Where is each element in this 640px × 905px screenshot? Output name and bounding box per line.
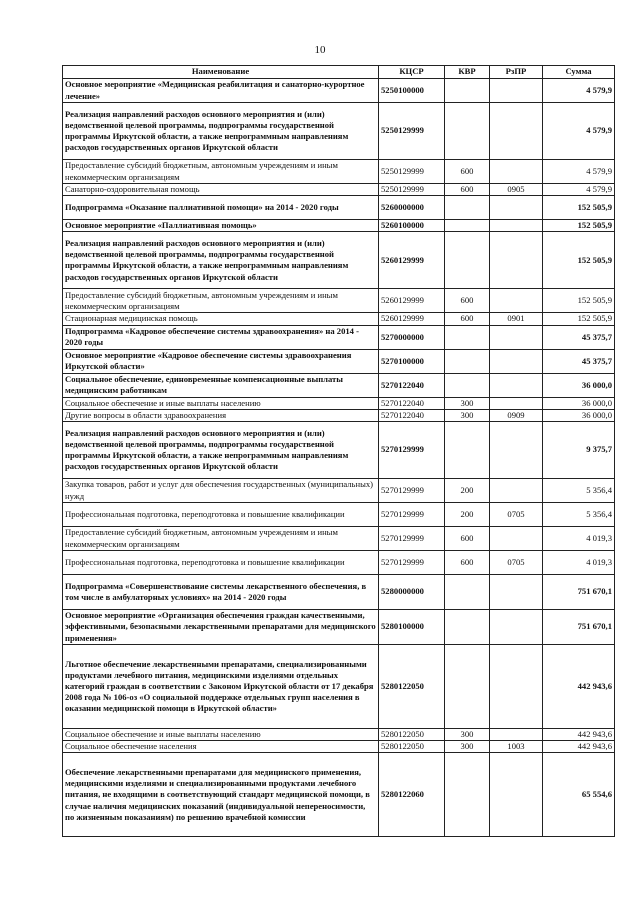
cell-name: Социальное обеспечение и иные выплаты населению (63, 397, 379, 409)
cell-kvr: 600 (445, 289, 490, 313)
cell-kvr: 200 (445, 503, 490, 527)
cell-sum: 36 000,0 (543, 397, 615, 409)
cell-kvr (445, 422, 490, 479)
cell-kcsr: 5270122040 (379, 409, 445, 421)
cell-kvr: 300 (445, 741, 490, 753)
cell-name: Социальное обеспечение населения (63, 741, 379, 753)
cell-rzpr (490, 160, 543, 184)
cell-kvr: 300 (445, 729, 490, 741)
cell-sum: 4 579,9 (543, 79, 615, 103)
cell-sum: 45 375,7 (543, 349, 615, 373)
cell-kcsr: 5270129999 (379, 479, 445, 503)
table-row (63, 503, 615, 527)
table-body (63, 79, 615, 837)
cell-kcsr: 5280122050 (379, 645, 445, 729)
page-number: 10 (314, 44, 326, 56)
table-row (63, 409, 615, 421)
cell-kcsr: 5280122050 (379, 741, 445, 753)
cell-name: Предоставление субсидий бюджетным, автономным учреждениям и иным некоммерческим организациям (63, 289, 379, 313)
cell-sum: 36 000,0 (543, 409, 615, 421)
cell-sum: 4 019,3 (543, 551, 615, 575)
table-row (63, 575, 615, 610)
cell-sum: 4 019,3 (543, 527, 615, 551)
cell-kcsr: 5280122050 (379, 729, 445, 741)
cell-kvr (445, 610, 490, 645)
cell-name: Реализация направлений расходов основного мероприятия и (или) ведомственной целевой программы, подпрограммы государственной программы Иркутской области, а также непрограммным направлениям расходов государственных органов Иркутской области (63, 103, 379, 160)
cell-kcsr: 5250129999 (379, 103, 445, 160)
cell-kvr (445, 575, 490, 610)
cell-kcsr: 5270122040 (379, 397, 445, 409)
header-kcsr: КЦСР (379, 66, 445, 79)
cell-kcsr: 5260129999 (379, 232, 445, 289)
table-row (63, 610, 615, 645)
cell-name: Основное мероприятие «Медицинская реабилитация и санаторно-курортное лечение» (63, 79, 379, 103)
cell-kcsr: 5260129999 (379, 313, 445, 325)
cell-rzpr (490, 79, 543, 103)
cell-kvr: 300 (445, 397, 490, 409)
table-row (63, 753, 615, 837)
cell-kcsr: 5280100000 (379, 610, 445, 645)
cell-rzpr (490, 349, 543, 373)
cell-rzpr (490, 220, 543, 232)
cell-kvr (445, 373, 490, 397)
cell-rzpr (490, 575, 543, 610)
cell-rzpr (490, 397, 543, 409)
table-row (63, 184, 615, 196)
cell-kvr (445, 645, 490, 729)
cell-kcsr: 5250129999 (379, 184, 445, 196)
cell-name: Льготное обеспечение лекарственными препаратами, специализированными продуктами лечебного питания, медицинскими изделиями отдельных категорий граждан в соответствии с Законом Иркутской области от 17 декабря 2008 года № 106-оз «О социальной поддержке отдельных групп населения в оказании медицинской помощи в Иркутской области» (63, 645, 379, 729)
cell-sum: 9 375,7 (543, 422, 615, 479)
table-row (63, 397, 615, 409)
cell-kvr: 600 (445, 160, 490, 184)
cell-name: Обеспечение лекарственными препаратами для медицинского применения, медицинскими изделиями и специализированными продуктами лечебного питания, не входящими в соответствующий стандарт медицинской помощи, в случае наличия медицинских показаний (индивидуальной непереносимости, по жизненным показаниям) по решению врачебной комиссии (63, 753, 379, 837)
cell-name: Закупка товаров, работ и услуг для обеспечения государственных (муниципальных) нужд (63, 479, 379, 503)
cell-name: Социальное обеспечение, единовременные компенсационные выплаты медицинским работникам (63, 373, 379, 397)
cell-kvr (445, 325, 490, 349)
header-rzpr: РзПР (490, 66, 543, 79)
cell-kvr (445, 103, 490, 160)
cell-kcsr: 5270100000 (379, 349, 445, 373)
cell-sum: 152 505,9 (543, 232, 615, 289)
cell-name: Подпрограмма «Совершенствование системы лекарственного обеспечения, в том числе в амбулаторных условиях» на 2014 - 2020 годы (63, 575, 379, 610)
cell-kvr: 600 (445, 184, 490, 196)
cell-kvr: 200 (445, 479, 490, 503)
table-row (63, 645, 615, 729)
cell-sum: 751 670,1 (543, 610, 615, 645)
cell-rzpr (490, 645, 543, 729)
cell-name: Реализация направлений расходов основного мероприятия и (или) ведомственной целевой программы, подпрограммы государственной программы Иркутской области, а также непрограммным направлениям расходов государственных органов Иркутской области (63, 422, 379, 479)
cell-kcsr: 5250100000 (379, 79, 445, 103)
cell-name: Предоставление субсидий бюджетным, автономным учреждениям и иным некоммерческим организациям (63, 527, 379, 551)
table-row (63, 103, 615, 160)
cell-rzpr (490, 232, 543, 289)
cell-rzpr (490, 479, 543, 503)
cell-sum: 751 670,1 (543, 575, 615, 610)
cell-name: Стационарная медицинская помощь (63, 313, 379, 325)
cell-name: Основное мероприятие «Кадровое обеспечение системы здравоохранения Иркутской области» (63, 349, 379, 373)
table-row (63, 232, 615, 289)
table-row (63, 741, 615, 753)
cell-name: Предоставление субсидий бюджетным, автономным учреждениям и иным некоммерческим организациям (63, 160, 379, 184)
cell-kcsr: 5270129999 (379, 422, 445, 479)
table-row (63, 289, 615, 313)
cell-kcsr: 5270129999 (379, 503, 445, 527)
cell-name: Основное мероприятие «Организация обеспечения граждан качественными, эффективными, безопасными лекарственными препаратами для медицинского применения» (63, 610, 379, 645)
cell-kcsr: 5280000000 (379, 575, 445, 610)
header-sum: Сумма (543, 66, 615, 79)
cell-rzpr (490, 422, 543, 479)
cell-sum: 65 554,6 (543, 753, 615, 837)
cell-name: Подпрограмма «Оказание паллиативной помощи» на 2014 - 2020 годы (63, 196, 379, 220)
cell-name: Санаторно-оздоровительная помощь (63, 184, 379, 196)
table-row (63, 160, 615, 184)
cell-rzpr (490, 729, 543, 741)
cell-kcsr: 5260129999 (379, 289, 445, 313)
header-kvr: КВР (445, 66, 490, 79)
table-row (63, 729, 615, 741)
cell-kvr (445, 349, 490, 373)
cell-rzpr (490, 289, 543, 313)
cell-rzpr (490, 196, 543, 220)
cell-sum: 5 356,4 (543, 479, 615, 503)
table-row (63, 79, 615, 103)
cell-sum: 5 356,4 (543, 503, 615, 527)
cell-rzpr (490, 527, 543, 551)
budget-table (62, 65, 615, 837)
cell-kcsr: 5270122040 (379, 373, 445, 397)
cell-kvr: 600 (445, 313, 490, 325)
table-header-row (63, 66, 615, 79)
cell-sum: 152 505,9 (543, 196, 615, 220)
cell-kvr (445, 753, 490, 837)
table-row (63, 349, 615, 373)
cell-name: Профессиональная подготовка, переподготовка и повышение квалификации (63, 551, 379, 575)
cell-kvr: 600 (445, 527, 490, 551)
table-row (63, 551, 615, 575)
cell-kcsr: 5270129999 (379, 551, 445, 575)
cell-rzpr: 0901 (490, 313, 543, 325)
cell-kcsr: 5270129999 (379, 527, 445, 551)
cell-sum: 442 943,6 (543, 645, 615, 729)
cell-sum: 4 579,9 (543, 103, 615, 160)
cell-kcsr: 5280122060 (379, 753, 445, 837)
table-row (63, 220, 615, 232)
cell-rzpr (490, 373, 543, 397)
cell-kcsr: 5250129999 (379, 160, 445, 184)
cell-kvr (445, 220, 490, 232)
cell-rzpr (490, 610, 543, 645)
table-row (63, 325, 615, 349)
table-row (63, 422, 615, 479)
cell-sum: 442 943,6 (543, 741, 615, 753)
cell-sum: 45 375,7 (543, 325, 615, 349)
cell-kvr (445, 232, 490, 289)
table-row (63, 527, 615, 551)
cell-kvr: 300 (445, 409, 490, 421)
cell-name: Другие вопросы в области здравоохранения (63, 409, 379, 421)
cell-sum: 442 943,6 (543, 729, 615, 741)
table-row (63, 373, 615, 397)
cell-name: Профессиональная подготовка, переподготовка и повышение квалификации (63, 503, 379, 527)
table-row (63, 479, 615, 503)
cell-kvr: 600 (445, 551, 490, 575)
cell-kvr (445, 79, 490, 103)
cell-sum: 4 579,9 (543, 160, 615, 184)
cell-rzpr: 0909 (490, 409, 543, 421)
cell-rzpr (490, 103, 543, 160)
cell-rzpr (490, 325, 543, 349)
cell-sum: 152 505,9 (543, 289, 615, 313)
header-name: Наименование (63, 66, 379, 79)
cell-name: Социальное обеспечение и иные выплаты населению (63, 729, 379, 741)
cell-sum: 4 579,9 (543, 184, 615, 196)
cell-rzpr: 0705 (490, 503, 543, 527)
cell-sum: 152 505,9 (543, 220, 615, 232)
cell-kcsr: 5260000000 (379, 196, 445, 220)
cell-rzpr: 0705 (490, 551, 543, 575)
cell-name: Основное мероприятие «Паллиативная помощь» (63, 220, 379, 232)
cell-name: Подпрограмма «Кадровое обеспечение системы здравоохранения» на 2014 - 2020 годы (63, 325, 379, 349)
cell-rzpr: 1003 (490, 741, 543, 753)
cell-sum: 152 505,9 (543, 313, 615, 325)
table-row (63, 313, 615, 325)
cell-rzpr (490, 753, 543, 837)
cell-name: Реализация направлений расходов основного мероприятия и (или) ведомственной целевой программы, подпрограммы государственной программы Иркутской области, а также непрограммным направлениям расходов государственных органов Иркутской области (63, 232, 379, 289)
cell-kvr (445, 196, 490, 220)
cell-kcsr: 5260100000 (379, 220, 445, 232)
cell-kcsr: 5270000000 (379, 325, 445, 349)
cell-rzpr: 0905 (490, 184, 543, 196)
cell-sum: 36 000,0 (543, 373, 615, 397)
table-row (63, 196, 615, 220)
